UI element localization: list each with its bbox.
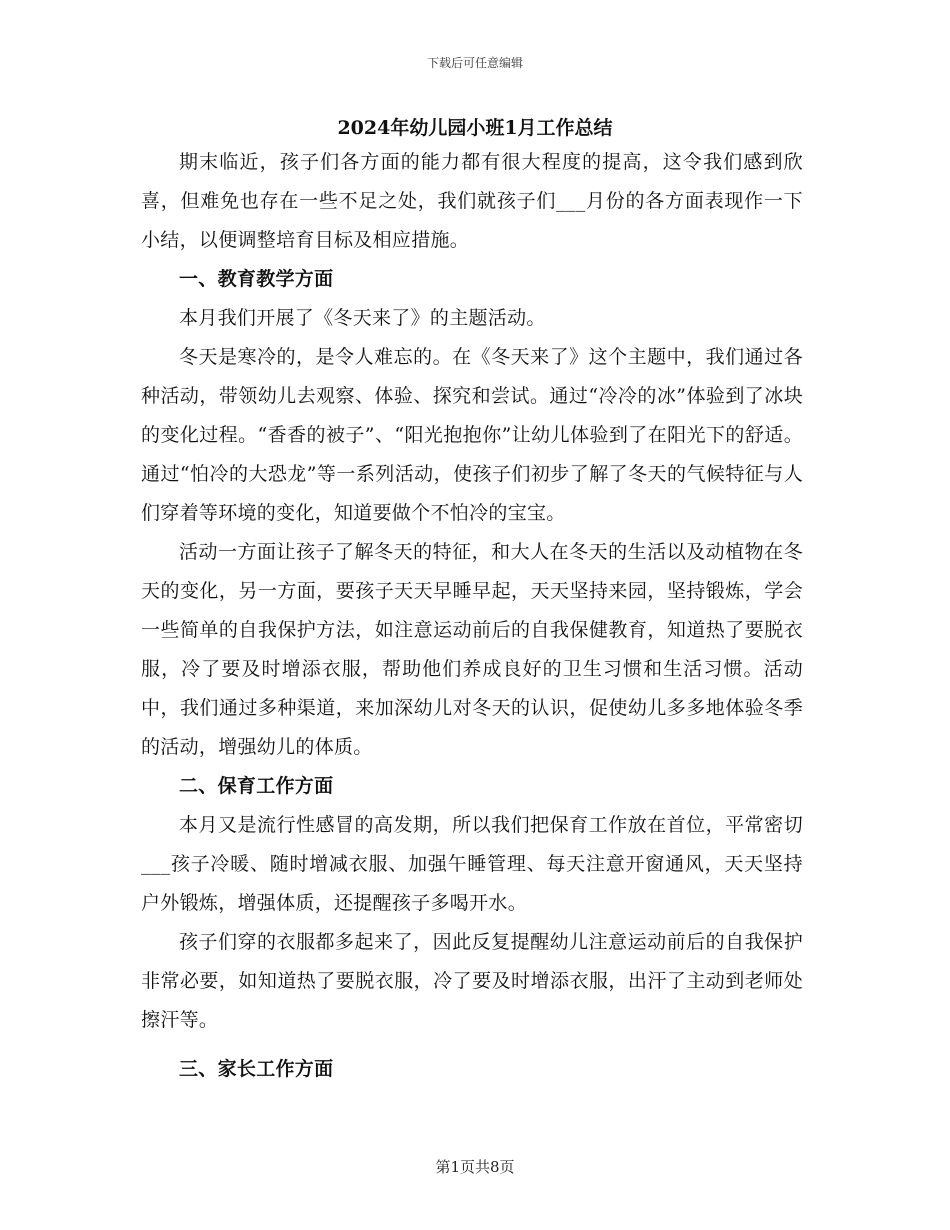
section-heading-care: 二、保育工作方面 bbox=[179, 775, 334, 797]
document-title: 2024年幼儿园小班1月工作总结 bbox=[337, 117, 613, 139]
paragraph-intro: 期末临近，孩子们各方面的能力都有很大程度的提高，这令我们感到欣喜，但难免也存在一些不足之处，我们就孩子们___月份的各方面表现作一下小结，以便调整培育目标及相应措施。 bbox=[141, 151, 803, 251]
section-heading-parents: 三、家长工作方面 bbox=[179, 1058, 334, 1080]
header-note: 下载后可任意编辑 bbox=[426, 56, 523, 70]
paragraph-theme: 本月我们开展了《冬天来了》的主题活动。 bbox=[179, 307, 546, 329]
paragraph-flu-season: 本月又是流行性感冒的高发期，所以我们把保育工作放在首位，平常密切___孩子冷暖、随时增减衣服、加强午睡管理、每天注意开窗通风，天天坚持户外锻炼，增强体质，还提醒孩子多喝开水。 bbox=[141, 814, 803, 914]
paragraph-activities: 活动一方面让孩子了解冬天的特征，和大人在冬天的生活以及动植物在冬天的变化，另一方面，要孩子天天早睡早起，天天坚持来园，坚持锻炼，学会一些简单的自我保护方法，如注意运动前后的自我保健教育，知道热了要脱衣服，冷了要及时增添衣服，帮助他们养成良好的卫生习惯和生活习惯。活动中，我们通过多种渠道，来加深幼儿对冬天的认识，促使幼儿多多地体验冬季的活动，增强幼儿的体质。 bbox=[141, 541, 803, 758]
page-number: 第1页共8页 bbox=[435, 1158, 515, 1176]
paragraph-clothing: 孩子们穿的衣服都多起来了，因此反复提醒幼儿注意运动前后的自我保护非常必要，如知道热了要脱衣服，冷了要及时增添衣服，出汗了主动到老师处擦汗等。 bbox=[141, 931, 803, 1031]
paragraph-winter: 冬天是寒冷的，是令人难忘的。在《冬天来了》这个主题中，我们通过各种活动，带领幼儿去观察、体验、探究和尝试。通过“冷冷的冰”体验到了冰块的变化过程。“香香的被子”、“阳光抱抱你”让幼儿体验到了在阳光下的舒适。通过“怕冷的大恐龙”等一系列活动，使孩子们初步了解了冬天的气候特征与人们穿着等环境的变化，知道要做个不怕冷的宝宝。 bbox=[141, 346, 803, 524]
section-heading-teaching: 一、教育教学方面 bbox=[179, 268, 334, 290]
document-body bbox=[141, 143, 803, 1089]
